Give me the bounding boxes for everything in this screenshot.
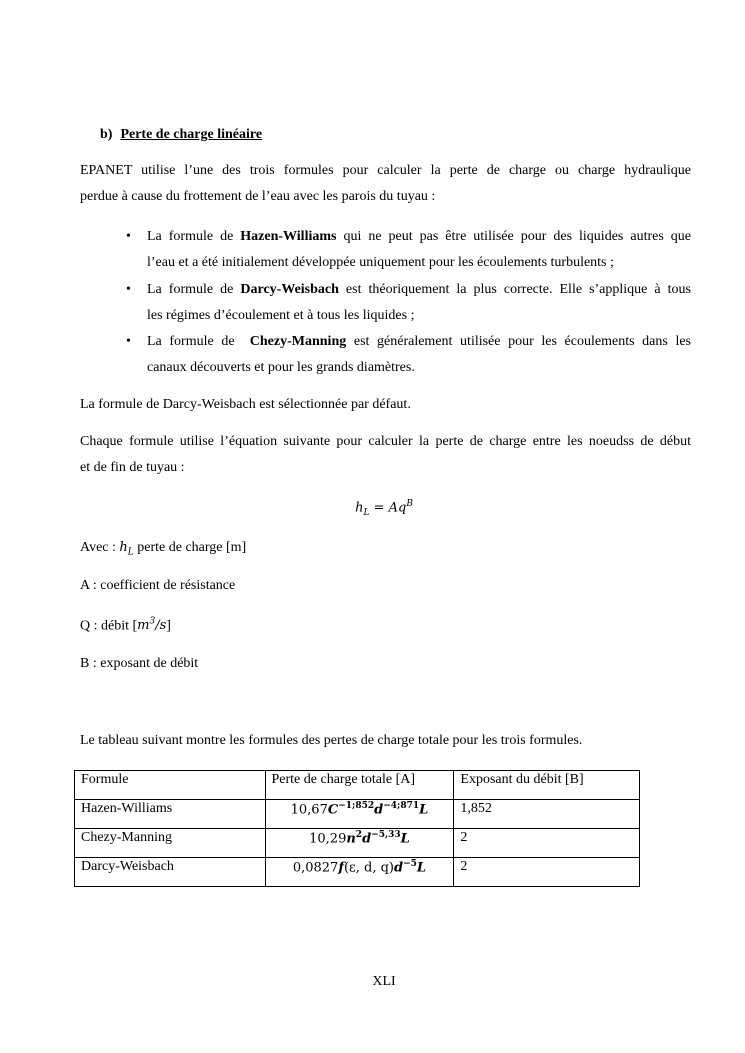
table-intro: Le tableau suivant montre les formules des pertes de charge totale pour les trois formules. xyxy=(80,733,583,748)
formula-coef: 10,29 xyxy=(309,831,347,847)
bullet-dot: • xyxy=(126,282,131,297)
bullet-2-line-2: les régimes d’écoulement et à tous les liquides ; xyxy=(147,308,415,323)
definition-hl-sub: L xyxy=(127,547,134,558)
equation-lhs-sub: L xyxy=(363,507,370,518)
equation-rhs-sup: B xyxy=(406,499,413,509)
definition-q-suffix: ] xyxy=(166,618,171,634)
bullet-1-line-2: l’eau et a été initialement développée uniquement pour les écoulements turbulents ; xyxy=(147,255,614,270)
bullet-1-line-1 xyxy=(147,229,691,246)
table-header-cell: Formule xyxy=(75,771,266,800)
formula-term: d xyxy=(394,860,404,876)
formula-name-cell: Chezy-Manning xyxy=(75,829,266,858)
formula-expression-cell xyxy=(265,858,454,887)
definition-q xyxy=(80,617,691,635)
formula-term-sup: −5 xyxy=(403,859,417,869)
definition-hl-desc: perte de charge [m] xyxy=(133,540,247,555)
formula-term: f xyxy=(338,860,344,876)
definition-q-prefix: Q : débit [ xyxy=(80,618,138,634)
formula-exponent-cell: 2 xyxy=(454,829,640,858)
formula-coef: 0,0827 xyxy=(292,860,339,876)
formula-term: d xyxy=(362,831,372,847)
bullet-dot: • xyxy=(126,229,131,244)
formula-term: L xyxy=(419,802,429,818)
definition-q-unit-sup: 3 xyxy=(149,617,156,627)
formula-name-cell: Hazen-Williams xyxy=(75,800,266,829)
bullet-3-rest: est généralement utilisée pour les écoulements dans les xyxy=(346,334,691,349)
formula-expression-cell xyxy=(265,800,454,829)
table-row xyxy=(75,829,640,858)
formula-term: L xyxy=(400,831,410,847)
formula-exponent-cell: 1,852 xyxy=(454,800,640,829)
formula-term-sup: −4;871 xyxy=(383,801,420,811)
bullet-2-prefix: La formule de xyxy=(147,282,241,297)
bullet-3-name: Chezy-Manning xyxy=(249,334,347,349)
intro-line-2: perdue à cause du frottement de l’eau avec les parois du tuyau : xyxy=(80,189,436,204)
section-label: b) xyxy=(100,127,113,142)
bullet-1-name: Hazen-Williams xyxy=(240,229,337,244)
table-header-cell: Exposant du débit [B] xyxy=(454,771,640,800)
definition-q-unit: m xyxy=(137,618,150,634)
equation-intro-line-1: Chaque formule utilise l’équation suivante pour calculer la perte de charge entre les noeudss de début xyxy=(80,434,691,449)
bullet-dot: • xyxy=(126,334,131,349)
equation-intro-line-2: et de fin de tuyau : xyxy=(80,460,185,475)
formula-args: (ε, d, q) xyxy=(343,860,394,876)
bullet-2-line-1 xyxy=(147,282,691,299)
formula-term-sup: 2 xyxy=(355,830,363,840)
formula-coef: 10,67 xyxy=(290,802,328,818)
bullet-3-line-1 xyxy=(147,334,691,351)
definition-a: A : coefficient de résistance xyxy=(80,578,236,593)
definition-hl xyxy=(80,540,691,558)
definition-avec: Avec : xyxy=(80,540,120,555)
table-row xyxy=(75,858,640,887)
page-number: XLI xyxy=(372,974,396,989)
section-heading xyxy=(100,127,262,144)
formula-term-sup: −5,33 xyxy=(371,830,401,840)
definition-hl-symbol: h xyxy=(119,540,128,555)
bullet-1-prefix: La formule de xyxy=(147,229,241,244)
formula-exponent-cell: 2 xyxy=(454,858,640,887)
formula-expression-cell xyxy=(265,829,454,858)
intro-line-1: EPANET utilise l’une des trois formules pour calculer la perte de charge ou charge hydraulique xyxy=(80,163,691,178)
bullet-2-rest: est théoriquement la plus correcte. Elle s’applique à tous xyxy=(338,282,692,297)
definition-q-unit-rest: /s xyxy=(155,618,167,634)
bullet-3-prefix: La formule de xyxy=(147,334,250,349)
bullet-1-rest: qui ne peut pas être utilisée pour des liquides autres que xyxy=(336,229,691,244)
formula-term: L xyxy=(416,860,427,876)
bullet-2-name: Darcy-Weisbach xyxy=(240,282,339,297)
table-header-cell: Perte de charge totale [A] xyxy=(265,771,454,800)
bullet-3-line-2: canaux découverts et pour les grands diamètres. xyxy=(147,360,415,375)
equation-rhs: = Aq xyxy=(373,500,407,516)
formula-term: C xyxy=(327,802,339,818)
formula-name-cell: Darcy-Weisbach xyxy=(75,858,266,887)
definition-b: B : exposant de débit xyxy=(80,656,199,671)
head-loss-formulas-table xyxy=(74,770,640,887)
equation-lhs: h xyxy=(355,500,364,516)
default-sentence: La formule de Darcy-Weisbach est sélectionnée par défaut. xyxy=(80,397,411,412)
head-loss-equation xyxy=(0,499,745,519)
formula-term: n xyxy=(346,831,356,847)
formula-term: d xyxy=(374,802,384,818)
table-row xyxy=(75,800,640,829)
table-header-row xyxy=(75,771,640,800)
formula-term-sup: −1;852 xyxy=(338,801,375,811)
section-title: Perte de charge linéaire xyxy=(120,127,263,142)
